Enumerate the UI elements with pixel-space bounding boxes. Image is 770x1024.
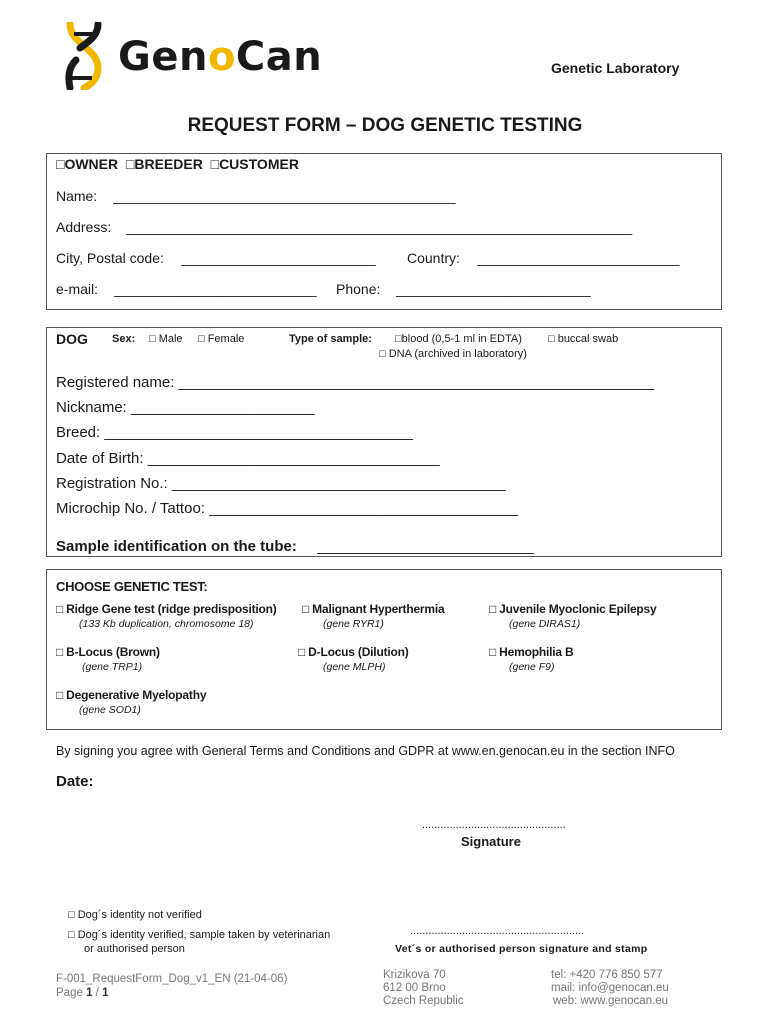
registered-name-field[interactable]: Registered name: _________________________________________________________ bbox=[56, 374, 655, 391]
address-label: Address: bbox=[56, 219, 112, 235]
test-juvenile-myoclonic-epilepsy-checkbox[interactable]: □ Juvenile Myoclonic Epilepsy bbox=[489, 602, 657, 616]
address-line-2: 612 00 Brno bbox=[383, 982, 446, 994]
genocan-logo bbox=[62, 22, 352, 92]
email-label: e-mail: bbox=[56, 281, 99, 297]
sample-type-label: Type of sample: bbox=[289, 333, 372, 345]
test-hemophilia-b-checkbox[interactable]: □ Hemophilia B bbox=[489, 645, 574, 659]
address-line-3: Czech Republic bbox=[383, 995, 464, 1007]
address-field[interactable]: _________________________________________________________________ bbox=[126, 219, 633, 235]
test-b-locus-checkbox[interactable]: □ B-Locus (Brown) bbox=[56, 645, 160, 659]
identity-verified-checkbox[interactable]: □ Dog´s identity verified, sample taken by veterinarian bbox=[68, 929, 331, 941]
dna-helix-icon bbox=[62, 22, 106, 90]
test-d-locus-checkbox[interactable]: □ D-Locus (Dilution) bbox=[298, 645, 409, 659]
page-title: REQUEST FORM – DOG GENETIC TESTING bbox=[187, 115, 583, 136]
test-degenerative-myelopathy-checkbox[interactable]: □ Degenerative Myelopathy bbox=[56, 688, 207, 702]
sample-dna-checkbox[interactable]: □ DNA (archived in laboratory) bbox=[379, 348, 527, 360]
test-malignant-hyperthermia-checkbox[interactable]: □ Malignant Hyperthermia bbox=[302, 602, 445, 616]
logo-wordmark bbox=[118, 34, 322, 80]
test-degenerative-myelopathy-gene: (gene SOD1) bbox=[79, 704, 141, 716]
sex-female-checkbox[interactable]: □ Female bbox=[198, 333, 245, 345]
sample-identification-label: Sample identification on the tube: bbox=[56, 538, 297, 555]
date-of-birth-field[interactable]: Date of Birth: ___________________________________ bbox=[56, 450, 440, 467]
microchip-field[interactable]: Microchip No. / Tattoo: _____________________________________ bbox=[56, 500, 518, 517]
sex-male-checkbox[interactable]: □ Male bbox=[149, 333, 183, 345]
role-breeder[interactable]: □BREEDER bbox=[125, 156, 203, 172]
name-field[interactable]: ____________________________________________ bbox=[113, 188, 456, 204]
contact-web: web: www.genocan.eu bbox=[553, 995, 669, 1007]
identity-not-verified-checkbox[interactable]: □ Dog´s identity not verified bbox=[68, 909, 202, 921]
contact-mail: mail: info@genocan.eu bbox=[551, 982, 669, 994]
city-label: City, Postal code: bbox=[56, 250, 164, 266]
test-juvenile-myoclonic-epilepsy-gene: (gene DIRAS1) bbox=[509, 618, 581, 630]
logo-text-o: o bbox=[207, 34, 236, 80]
date-label: Date: bbox=[56, 773, 94, 790]
test-ridge-checkbox[interactable]: □ Ridge Gene test (ridge predisposition) bbox=[56, 602, 277, 616]
sample-identification-field[interactable]: __________________________ bbox=[317, 538, 534, 555]
dog-heading: DOG bbox=[56, 331, 88, 347]
signature-label: Signature bbox=[461, 834, 521, 849]
role-customer[interactable]: □CUSTOMER bbox=[210, 156, 299, 172]
vet-signature-label: Vet´s or authorised person signature and stamp bbox=[395, 943, 648, 955]
test-d-locus-gene: (gene MLPH) bbox=[323, 661, 386, 673]
address-line-1: Krizikova 70 bbox=[383, 969, 446, 981]
test-malignant-hyperthermia-gene: (gene RYR1) bbox=[323, 618, 384, 630]
test-hemophilia-b-gene: (gene F9) bbox=[509, 661, 555, 673]
sample-buccal-checkbox[interactable]: □ buccal swab bbox=[548, 333, 619, 345]
identity-verified-continued: or authorised person bbox=[84, 943, 185, 955]
tests-heading: CHOOSE GENETIC TEST: bbox=[56, 579, 208, 594]
contact-tel: tel: +420 776 850 577 bbox=[551, 969, 663, 981]
registration-number-field[interactable]: Registration No.: ________________________________________ bbox=[56, 475, 506, 492]
email-field[interactable]: __________________________ bbox=[114, 281, 317, 297]
page-total: 1 bbox=[102, 987, 109, 999]
role-owner[interactable]: □OWNER bbox=[56, 156, 119, 172]
sex-label: Sex: bbox=[112, 333, 136, 345]
phone-label: Phone: bbox=[336, 281, 381, 297]
logo-text-pre: Gen bbox=[118, 34, 208, 80]
page-separator: / bbox=[92, 987, 103, 999]
page-current: 1 bbox=[86, 987, 93, 999]
document-id: F-001_RequestForm_Dog_v1_EN (21-04-06) bbox=[56, 973, 288, 985]
phone-field[interactable]: _________________________ bbox=[396, 281, 591, 297]
signature-line[interactable]: ............................................... bbox=[422, 819, 566, 831]
sample-blood-checkbox[interactable]: □blood (0,5-1 ml in EDTA) bbox=[395, 333, 522, 345]
lab-name: Genetic Laboratory bbox=[551, 60, 680, 76]
logo-text-post: Can bbox=[235, 34, 323, 80]
page-number bbox=[56, 987, 108, 999]
test-b-locus-gene: (gene TRP1) bbox=[82, 661, 143, 673]
role-options bbox=[56, 156, 299, 172]
city-field[interactable]: _________________________ bbox=[181, 250, 376, 266]
nickname-field[interactable]: Nickname: ______________________ bbox=[56, 399, 315, 416]
country-label: Country: bbox=[407, 250, 460, 266]
name-label: Name: bbox=[56, 188, 98, 204]
dog-section bbox=[46, 327, 722, 557]
country-field[interactable]: __________________________ bbox=[477, 250, 680, 266]
agreement-text: By signing you agree with General Terms and Conditions and GDPR at www.en.genocan.eu in the section INFO bbox=[56, 744, 675, 758]
breed-field[interactable]: Breed: _____________________________________ bbox=[56, 424, 414, 441]
vet-signature-line[interactable]: ......................................................... bbox=[410, 925, 585, 937]
page-prefix: Page bbox=[56, 987, 87, 999]
test-ridge-gene: (133 Kb duplication, chromosome 18) bbox=[79, 618, 254, 630]
